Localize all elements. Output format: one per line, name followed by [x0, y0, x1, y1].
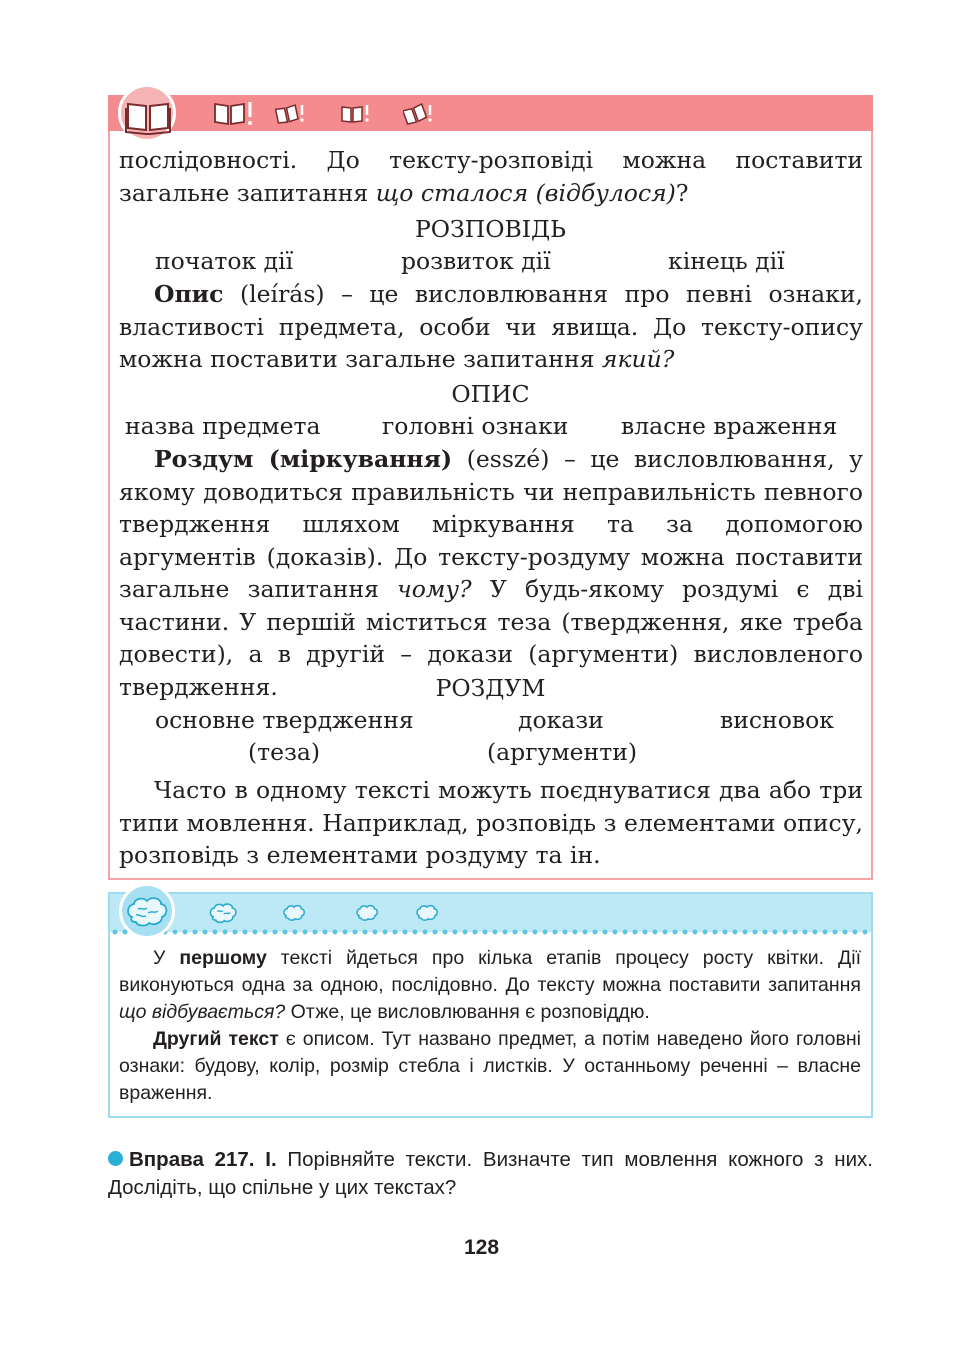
text-run: ?	[675, 178, 689, 207]
scheme-item: (теза)	[248, 738, 321, 766]
rule-paragraph-reasoning	[119, 443, 863, 703]
heading-reasoning: РОЗДУМ	[435, 674, 546, 702]
brain-icon	[281, 904, 307, 923]
book-exclaim-icon	[275, 103, 307, 125]
italic-question: що відбувається?	[119, 1001, 286, 1023]
book-exclaim-icon	[403, 103, 435, 125]
italic-question: чому?	[397, 575, 472, 603]
text-run: є описом. Тут названо предмет, а потім наведено його головні ознаки: будову, колір, розмір стебла і листків. У останньому реченні – власне враження.	[119, 1028, 861, 1104]
scheme-item: кінець дії	[668, 247, 785, 275]
brain-icon	[414, 904, 440, 923]
book-exclaim-icon	[340, 103, 372, 125]
scheme-item: основне твердження	[155, 706, 414, 734]
brain-icon	[354, 904, 380, 923]
brain-icon	[206, 902, 240, 926]
page-number: 128	[463, 1236, 500, 1259]
scheme-item: розвиток дії	[401, 247, 551, 275]
scheme-item: власне враження	[621, 412, 838, 440]
book-exclaim-icon	[213, 100, 255, 128]
term-bold: Другий текст	[153, 1028, 279, 1050]
text-run: Отже, це висловлювання є розповіддю.	[285, 1001, 650, 1023]
scheme-item: початок дії	[155, 247, 294, 275]
rule-paragraph-combined	[119, 774, 863, 872]
scheme-item: (аргументи)	[487, 738, 638, 766]
heading-description: ОПИС	[451, 380, 530, 408]
text-run: послідовності. До тексту-розповіді можна поставити загальне запитання	[119, 146, 863, 207]
scheme-item: головні ознаки	[382, 412, 569, 440]
scheme-item: докази	[518, 706, 604, 734]
scheme-item: висновок	[720, 706, 834, 734]
text-run: тексті йдеться про кілька етапів процесу росту квітки. Дії виконуються одна за одною, послідовно. До тексту можна поставити запитання	[119, 947, 861, 996]
bullet-dot-icon	[108, 1151, 123, 1166]
exercise-part: I.	[265, 1148, 277, 1171]
exercise-text: Порівняйте тексти. Визначте тип мовлення кожного з них. Дослідіть, що спільне у цих текстах?	[108, 1148, 874, 1199]
italic-question: що сталося (відбулося)	[375, 178, 676, 207]
brain-icon	[124, 895, 170, 931]
term-bold: Роздум (міркування)	[154, 445, 453, 473]
rule-paragraph-story	[119, 144, 863, 209]
exercise-label: Вправа 217.	[129, 1148, 255, 1171]
text-run: (leírás) – це висловлювання про певні ознаки, властивості предмета, особи чи явища. До тексту-опису можна поставити загальне запитання	[119, 280, 863, 373]
text-run: (esszé) – це висловлювання, у якому доводиться правильність чи неправильність певного твердження шляхом міркування та за допомогою аргументів (доказів). До тексту-роздуму можна поставити загальне запитання	[119, 445, 863, 603]
italic-question: який?	[601, 345, 675, 373]
rule-paragraph-description	[119, 278, 863, 376]
answer-paragraph-second	[119, 1026, 861, 1107]
heading-story: РОЗПОВІДЬ	[415, 215, 566, 243]
exercise-217	[108, 1146, 873, 1202]
term-bold: першому	[179, 947, 267, 969]
answer-paragraph-first	[119, 945, 861, 1026]
scheme-item: назва предмета	[125, 412, 321, 440]
text-run: У будь-якому роздумі є дві частини. У першій міститься теза (твердження, яке треба довести), а в другій – докази (аргументи) висловленого твердження.	[119, 575, 863, 701]
text-run: У	[153, 947, 180, 969]
open-book-icon	[124, 96, 172, 136]
term-bold: Опис	[154, 280, 224, 308]
text-run: Часто в одному тексті можуть поєднуватися два або три типи мовлення. Наприклад, розповідь з елементами опису, розповідь з елементами роздуму та ін.	[119, 776, 863, 869]
